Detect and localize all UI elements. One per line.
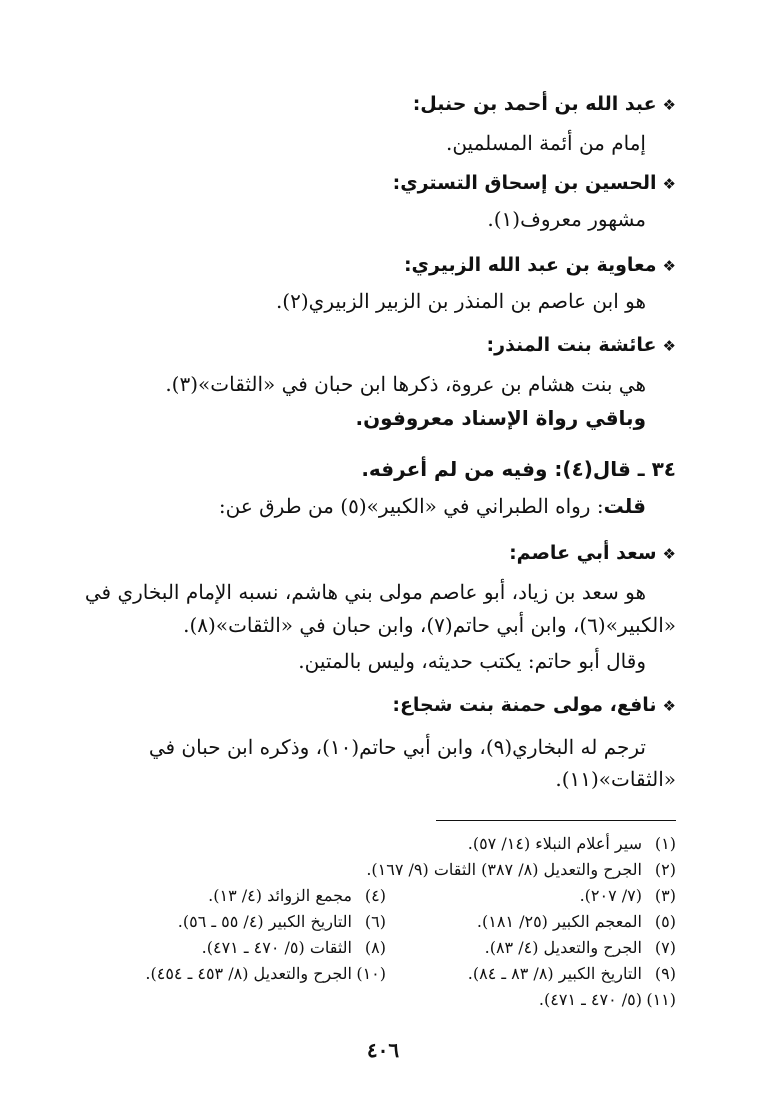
hadith-entry-34: ٣٤ ـ قال(٤): وفيه من لم أعرفه. [361,457,676,481]
footnote: (٦)التاريخ الكبير (٤/ ٥٥ ـ ٥٦). [177,912,386,931]
text-line: هي بنت هشام بن عروة، ذكرها ابن حبان في «الثقات»(٣). [165,372,646,396]
footnote: (٧)الجرح والتعديل (٤/ ٨٣). [484,938,676,957]
footnote: (٣)(٧/ ٢٠٧). [579,886,676,905]
bullet-icon: ❖ [662,96,676,114]
bullet-icon: ❖ [662,337,676,355]
bullet-icon: ❖ [662,257,676,275]
footnote-divider [436,820,676,821]
text-line: وقال أبو حاتم: يكتب حديثه، وليس بالمتين. [298,649,646,673]
footnote: (١١)(٥/ ٤٧٠ ـ ٤٧١). [538,990,676,1009]
heading-husain: ❖الحسين بن إسحاق التستري: [392,172,676,194]
text-line: إمام من أئمة المسلمين. [445,131,646,155]
text-line: هو ابن عاصم بن المنذر بن الزبير الزبيري(٢). [275,289,646,313]
footnote: (٢)الجرح والتعديل (٨/ ٣٨٧) الثقات (٩/ ١٦٧). [366,860,676,879]
footnote: (٥)المعجم الكبير (٢٥/ ١٨١). [476,912,676,931]
heading-abdullah: ❖عبد الله بن أحمد بن حنبل: [412,93,676,115]
text-line: هو سعد بن زياد، أبو عاصم مولى بني هاشم، نسبه الإمام البخاري في [84,580,646,604]
bullet-icon: ❖ [662,545,676,563]
heading-muawiya: ❖معاوية بن عبد الله الزبيري: [403,254,676,276]
footnote: (١)سير أعلام النبلاء (١٤/ ٥٧). [467,834,676,853]
bullet-icon: ❖ [662,697,676,715]
text-line: ترجم له البخاري(٩)، وابن أبي حاتم(١٠)، وذكره ابن حبان في [148,735,646,759]
footnote: (٤)مجمع الزوائد (٤/ ١٣). [208,886,386,905]
page-number: ٤٠٦ [366,1038,400,1062]
heading-nafi: ❖نافع، مولى حمنة بنت شجاع: [392,694,676,716]
footnote: (٨)الثقات (٥/ ٤٧٠ ـ ٤٧١). [201,938,386,957]
footnote: (١٠)الجرح والتعديل (٨/ ٤٥٣ ـ ٤٥٤). [145,964,386,983]
footnote: (٩)التاريخ الكبير (٨/ ٨٣ ـ ٨٤). [467,964,676,983]
bullet-icon: ❖ [662,175,676,193]
heading-saad: ❖سعد أبي عاصم: [509,542,676,564]
text-line: وباقي رواة الإسناد معروفون. [355,406,646,430]
text-line: قلت: رواه الطبراني في «الكبير»(٥) من طرق عن: [218,494,646,518]
text-line: «الثقات»(١١). [555,767,676,791]
text-line: مشهور معروف(١). [487,207,646,231]
heading-aisha: ❖عائشة بنت المنذر: [486,334,676,356]
text-line: «الكبير»(٦)، وابن أبي حاتم(٧)، وابن حبان في «الثقات»(٨). [183,613,676,637]
